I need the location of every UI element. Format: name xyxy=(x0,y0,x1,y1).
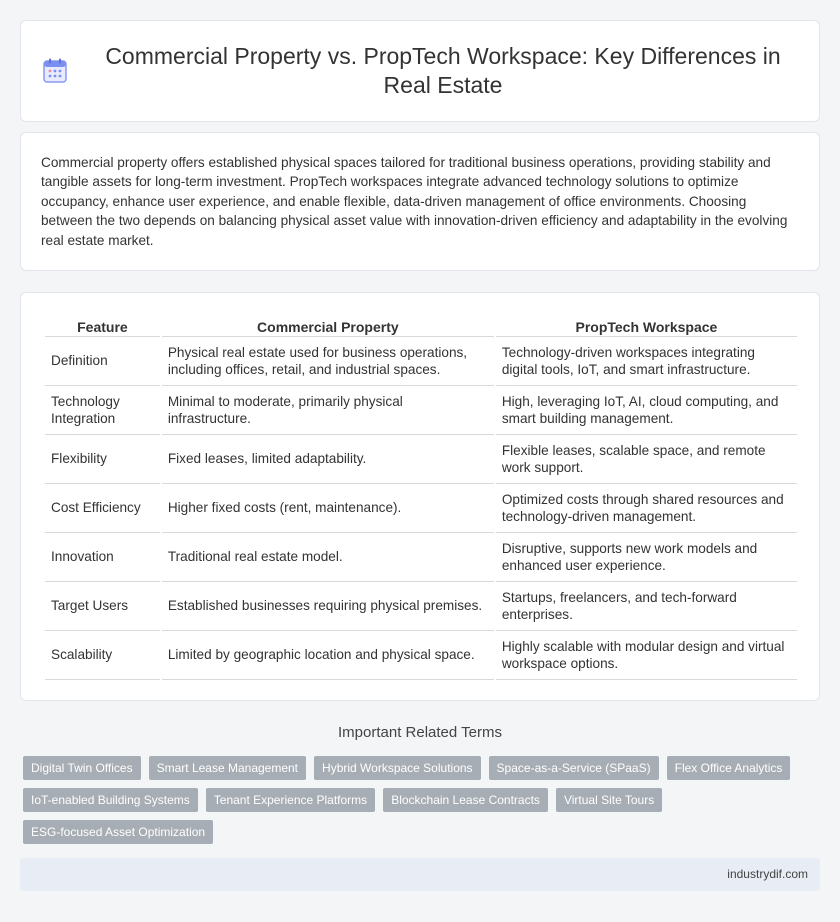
proptech-workspace-cell: Highly scalable with modular design and virtual workspace options. xyxy=(496,631,797,680)
table-row xyxy=(45,484,797,533)
commercial-property-cell: Higher fixed costs (rent, maintenance). xyxy=(162,484,494,533)
related-term-tag[interactable]: Hybrid Workspace Solutions xyxy=(314,756,481,780)
related-terms-list xyxy=(23,756,813,844)
table-row xyxy=(45,631,797,680)
proptech-workspace-cell: Startups, freelancers, and tech-forward enterprises. xyxy=(496,582,797,631)
related-term-tag[interactable]: Tenant Experience Platforms xyxy=(206,788,375,812)
feature-cell: Scalability xyxy=(45,631,160,680)
commercial-property-cell: Established businesses requiring physical premises. xyxy=(162,582,494,631)
related-term-tag[interactable]: Blockchain Lease Contracts xyxy=(383,788,548,812)
page-title: Commercial Property vs. PropTech Workspace: Key Differences in Real Estate xyxy=(105,43,781,98)
footer-bar xyxy=(20,858,820,891)
proptech-workspace-cell: High, leveraging IoT, AI, cloud computing, and smart building management. xyxy=(496,386,797,435)
related-terms-heading: Important Related Terms xyxy=(338,724,502,741)
table-row xyxy=(45,386,797,435)
comparison-table xyxy=(43,313,799,680)
table-row xyxy=(45,533,797,582)
footer-site-link[interactable]: industrydif.com xyxy=(727,867,808,881)
feature-cell: Innovation xyxy=(45,533,160,582)
commercial-property-cell: Minimal to moderate, primarily physical infrastructure. xyxy=(162,386,494,435)
commercial-property-cell: Physical real estate used for business operations, including offices, retail, and industrial spaces. xyxy=(162,337,494,386)
proptech-workspace-cell: Disruptive, supports new work models and enhanced user experience. xyxy=(496,533,797,582)
commercial-property-cell: Traditional real estate model. xyxy=(162,533,494,582)
feature-cell: Target Users xyxy=(45,582,160,631)
column-header-proptech-workspace: PropTech Workspace xyxy=(496,313,797,337)
table-row xyxy=(45,337,797,386)
table-header-row xyxy=(45,313,797,337)
related-term-tag[interactable]: Flex Office Analytics xyxy=(667,756,791,780)
proptech-workspace-cell: Technology-driven workspaces integrating digital tools, IoT, and smart infrastructure. xyxy=(496,337,797,386)
feature-cell: Technology Integration xyxy=(45,386,160,435)
intro-paragraph: Commercial property offers established physical spaces tailored for traditional business operations, providing stability and tangible assets for long-term investment. PropTech workspaces integrate advanced technology solutions to optimize occupancy, enhance user experience, and enable flexible, data-driven management of office environments. Choosing between the two depends on balancing physical asset value with innovation-driven efficiency and adaptability in the evolving real estate market. xyxy=(41,155,788,248)
feature-cell: Definition xyxy=(45,337,160,386)
commercial-property-cell: Limited by geographic location and physical space. xyxy=(162,631,494,680)
intro-card xyxy=(20,132,820,271)
feature-cell: Cost Efficiency xyxy=(45,484,160,533)
related-term-tag[interactable]: Virtual Site Tours xyxy=(556,788,662,812)
comparison-table-card xyxy=(20,292,820,701)
feature-cell: Flexibility xyxy=(45,435,160,484)
table-row xyxy=(45,435,797,484)
column-header-feature: Feature xyxy=(45,313,160,337)
commercial-property-cell: Fixed leases, limited adaptability. xyxy=(162,435,494,484)
calendar-icon xyxy=(41,57,69,85)
related-term-tag[interactable]: Digital Twin Offices xyxy=(23,756,141,780)
related-term-tag[interactable]: ESG-focused Asset Optimization xyxy=(23,820,213,844)
table-row xyxy=(45,582,797,631)
related-term-tag[interactable]: Space-as-a-Service (SPaaS) xyxy=(489,756,659,780)
related-term-tag[interactable]: IoT-enabled Building Systems xyxy=(23,788,198,812)
related-term-tag[interactable]: Smart Lease Management xyxy=(149,756,306,780)
proptech-workspace-cell: Optimized costs through shared resources and technology-driven management. xyxy=(496,484,797,533)
header-card xyxy=(20,20,820,122)
proptech-workspace-cell: Flexible leases, scalable space, and remote work support. xyxy=(496,435,797,484)
column-header-commercial-property: Commercial Property xyxy=(162,313,494,337)
